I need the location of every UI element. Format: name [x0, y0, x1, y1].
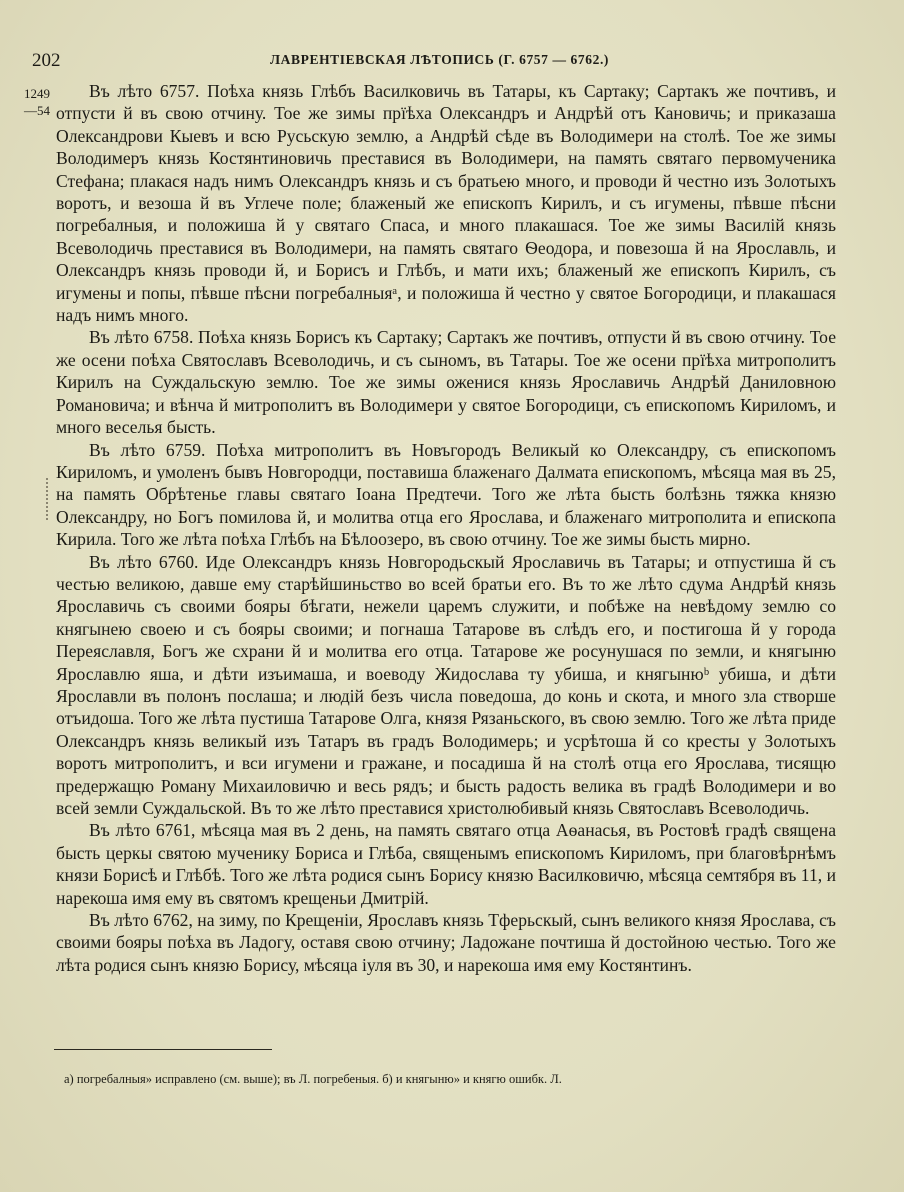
margin-side-mark — [46, 478, 51, 520]
margin-year-start: 1249 — [24, 86, 50, 101]
entry-6761: Въ лѣто 6761, мѣсяца мая въ 2 день, на память святаго отца Аѳанасья, въ Ростовѣ градѣ священа бысть церкы святою мученику Бориса и Глѣба, священымъ епископомъ Кириломъ, при благовѣрнѣмъ князи Борисѣ и Глѣбѣ. Того же лѣта родися сынъ Борису князю Василковичю, мѣсяца семтября въ 11, и нарекоша имя ему въ святомъ крещеньи Дмитрій. — [56, 820, 836, 908]
margin-year-note — [24, 85, 58, 119]
entry-6762: Въ лѣто 6762, на зиму, по Крещеніи, Ярославъ князь Тферьскый, сынъ великого князя Ярослава, съ своими бояры поѣха въ Ладогу, оставя свою отчину; Ладожане почтиша й достойною честью. Того же лѣта родися сынъ князю Борису, мѣсяца іуля въ 30, и нарекоша имя ему Костянтинъ. — [56, 910, 836, 975]
footnote-divider — [54, 1049, 272, 1050]
page-number: 202 — [32, 50, 61, 71]
running-title: ЛАВРЕНТІЕВСКАЯ ЛѢТОПИСЬ (Г. 6757 — 6762.) — [270, 52, 610, 67]
margin-year-end: —54 — [24, 103, 50, 118]
entry-6760: Въ лѣто 6760. Иде Олександръ князь Новгородьскый Ярославичь въ Татары; и отпустиша й съ честью великою, давше ему старѣйшиньство во всей братьи его. Въ то же лѣто сдума Андрѣй князь Ярославичь съ своими бояры бѣгати, нежели царемъ служити, и побѣже на невѣдому землю со княгынею своею и съ бояры своими; и погнаша Татарове въ слѣдъ его, и постигоша й у города Переяславля, Богъ же схрани й и молитва его отца. Татарове же росунушася по земли, и княгыню Ярославлю яша, и дѣти изъимаша, и воеводу Жидослава ту убиша, и княгынюᵇ убиша, и дѣти Ярославли въ полонъ послаша; и людій безъ числа поведоша, до конь и скота, и много зла створше отъидоша. Того же лѣта пустиша Татарове Олга, князя Рязаньского, въ свою землю. Того же лѣта приде Олександръ князь великый изъ Татаръ въ градъ Володимерь; и усрѣтоша й со кресты у Золотыхъ воротъ митрополитъ, и вси игумени и гражане, и посадиша й на столѣ отца его Ярослава, тисящю предержащю Роману Михаиловичю и весь рядъ; и бысть радость велика въ градѣ Володимери и во всей земли Суждальской. Въ то же лѣто преставися христолюбивый князь Святославъ Всеволодичь. — [56, 551, 836, 818]
entry-6757: Въ лѣто 6757. Поѣха князь Глѣбъ Василковичь въ Татары, къ Сартаку; Сартакъ же почтивъ, и отпусти й въ свою отчину. Тое же зимы прїѣха Олександръ и Андрѣй отъ Кановичь; и приказаша Олександрови Кыевъ и всю Русьскую землю, а Андрѣй сѣде въ Володимери на столѣ. Тое же зимы Володимеръ князь Костянтиновичь преставися въ Володимери, на память святаго первомученика Стефана; плакася надъ нимъ Олександръ князь и съ братьею много, и проводи й честно изъ Золотыхъ воротъ, и везоша й въ Углече поле; блаженый же епископъ Кирилъ, и съ игумены, пѣвше пѣсни погребалныя, и положиша й у святаго Спаса, и много плакашася. Тое же зимы Василій князь Всеволодичь преставися въ Володимери, на память святаго Ѳеодора, и повезоша й на Ярославль, и Олександръ князь проводи й, и Борисъ и Глѣбъ, и мати ихъ; блаженый же епископъ Кирилъ, съ игумены и попы, пѣвше пѣсни погребалныяᵃ, и положиша й честно у святое Богородици, и плакашася надъ нимъ много. — [56, 81, 836, 326]
footnote: а) погребалныя» исправлено (см. выше); въ Л. погребеныя. б) и княгыню» и княгю ошибк. Л. — [64, 1072, 562, 1086]
page-header — [24, 50, 834, 72]
chronicle-text — [56, 80, 836, 976]
entry-6759: Въ лѣто 6759. Поѣха митрополитъ въ Новъгородъ Великый ко Олександру, съ епископомъ Кириломъ, и умоленъ бывъ Новгородци, поставиша блаженаго Далмата епископомъ, мѣсяца мая въ 25, на память Обрѣтенье главы святаго Іоана Предтечи. Того же лѣта бысть болѣзнь тяжка князю Олександру, но Богъ помилова й, и молитва отца его Ярослава, и блаженаго митрополита и епископа Кирила. Того же лѣта поѣха Глѣбъ на Бѣлоозеро, въ свою отчину. Тое же зимы бысть мирно. — [56, 439, 836, 550]
entry-6758: Въ лѣто 6758. Поѣха князь Борисъ къ Сартаку; Сартакъ же почтивъ, отпусти й въ свою отчину. Тое же осени поѣха Святославъ Всеволодичь, и съ сыномъ, въ Татары. Тое же осени прїѣха митрополитъ Кирилъ на Суждальскую землю. Тое же зимы оженися князь Ярославичь Андрѣй Даниловною Романовича; и вѣнча й митрополитъ въ Володимери у святое Богородици, съ епископомъ Кириломъ, и много веселья бысть. — [56, 327, 836, 438]
